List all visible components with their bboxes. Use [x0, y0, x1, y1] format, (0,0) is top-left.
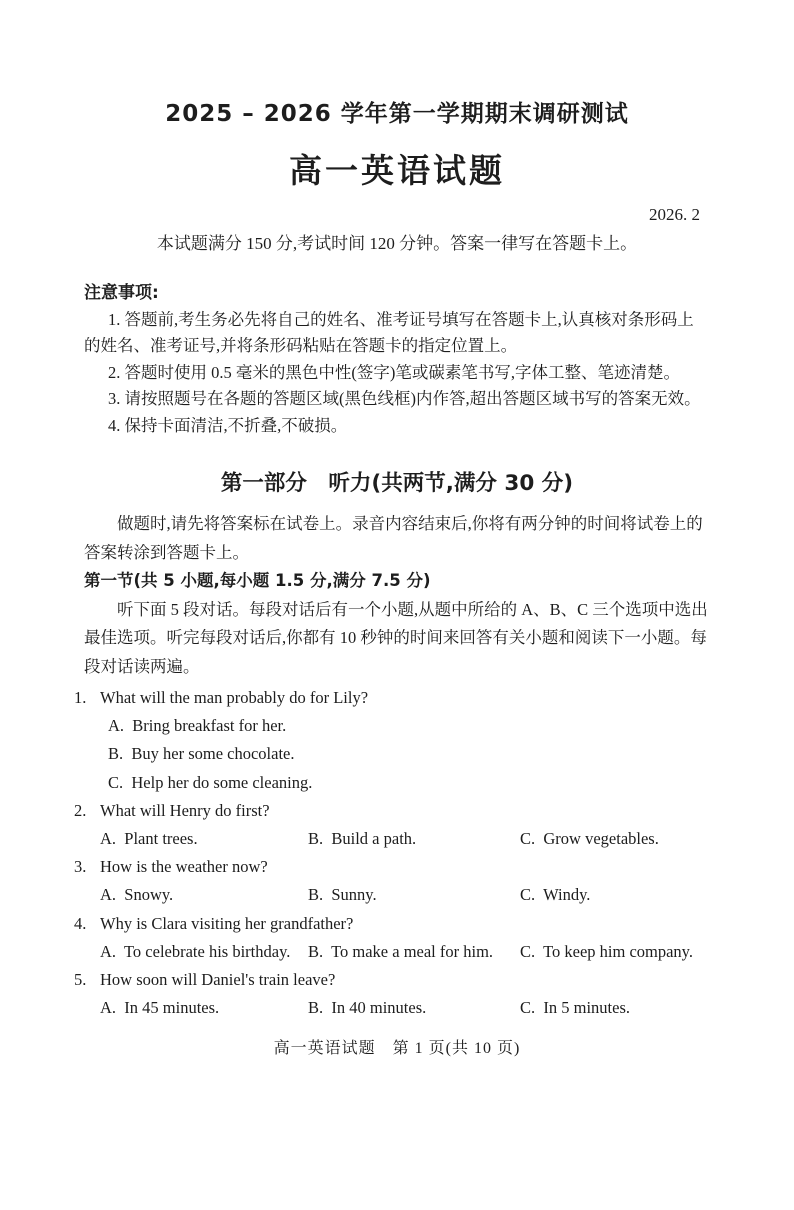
option-c: C. Grow vegetables.	[520, 829, 659, 849]
part1-instructions: 做题时,请先将答案标在试卷上。录音内容结束后,你将有两分钟的时间将试卷上的答案转涂到答题卡上。	[84, 514, 703, 562]
notice-item-4: 4. 保持卡面清洁,不折叠,不破损。	[108, 415, 348, 435]
option-b: B. In 40 minutes.	[308, 998, 427, 1018]
option-a: A. Plant trees.	[100, 829, 198, 849]
exam-date: 2026. 2	[649, 205, 700, 224]
question-text: What will Henry do first?	[100, 800, 270, 820]
option-b: B. To make a meal for him.	[308, 941, 494, 961]
paper-title: 高一英语试题	[289, 154, 505, 190]
section1-instructions: 听下面 5 段对话。每段对话后有一个小题,从题中所给的 A、B、C 三个选项中选出最佳选项。听完每段对话后,你都有 10 秒钟的时间来回答有关小题和阅读下一小题。每段对话读两遍。	[84, 599, 708, 676]
part1-heading: 第一部分 听力(共两节,满分 30 分)	[220, 471, 574, 496]
question-4	[74, 910, 710, 966]
section1-heading: 第一节(共 5 小题,每小题 1.5 分,满分 7.5 分)	[84, 571, 431, 590]
notice-heading: 注意事项:	[84, 283, 159, 303]
notice-item-2: 2. 答题时使用 0.5 毫米的黑色中性(签字)笔或碳素笔书写,字体工整、笔迹清楚。	[108, 362, 680, 382]
notice-item-3: 3. 请按照题号在各题的答题区域(黑色线框)内作答,超出答题区域书写的答案无效。	[108, 389, 701, 408]
question-text: Why is Clara visiting her grandfather?	[100, 913, 354, 933]
notice-item-1: 1. 答题前,考生务必先将自己的姓名、准考证号填写在答题卡上,认真核对条形码上的姓名、准考证号,并将条形码粘贴在答题卡的指定位置上。	[84, 309, 694, 355]
question-number: 1.	[74, 688, 87, 707]
option-c: C. Help her do some cleaning.	[108, 772, 313, 792]
option-c: C. Windy.	[520, 885, 591, 905]
option-a: A. In 45 minutes.	[100, 998, 220, 1018]
option-b: B. Build a path.	[308, 829, 417, 849]
question-3	[74, 853, 710, 909]
page-footer: 高一英语试题 第 1 页(共 10 页)	[273, 1040, 521, 1058]
score-summary: 本试题满分 150 分,考试时间 120 分钟。答案一律写在答题卡上。	[156, 234, 638, 253]
listening-questions	[74, 684, 710, 1022]
option-b: B. Sunny.	[308, 885, 377, 905]
option-c: C. To keep him company.	[520, 941, 693, 961]
exam-session-title: 2025 – 2026 学年第一学期期末调研测试	[165, 101, 629, 127]
question-text: How soon will Daniel's train leave?	[100, 970, 336, 990]
question-text: How is the weather now?	[100, 857, 268, 877]
notice-section	[84, 280, 710, 439]
question-2	[74, 797, 710, 853]
question-1	[74, 684, 710, 797]
question-number: 5.	[74, 970, 87, 990]
question-5	[74, 966, 710, 1022]
question-number: 3.	[74, 857, 87, 877]
option-a: A. Bring breakfast for her.	[108, 716, 287, 736]
option-a: A. To celebrate his birthday.	[100, 941, 291, 961]
question-number: 2.	[74, 800, 87, 820]
option-b: B. Buy her some chocolate.	[108, 744, 295, 764]
option-c: C. In 5 minutes.	[520, 998, 630, 1018]
question-text: What will the man probably do for Lily?	[100, 688, 369, 707]
question-number: 4.	[74, 913, 87, 933]
option-a: A. Snowy.	[100, 885, 174, 905]
